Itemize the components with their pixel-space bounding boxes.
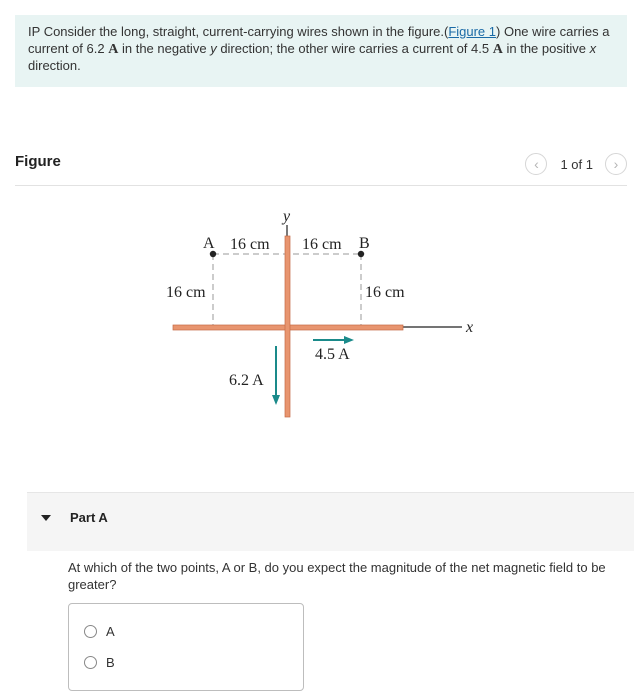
caret-down-icon[interactable]	[41, 515, 51, 521]
problem-text-3: in the negative	[121, 40, 207, 56]
figure-pager	[525, 153, 627, 175]
problem-prefix: IP	[28, 24, 41, 39]
vertical-wire	[285, 236, 290, 417]
problem-text-2: ) One wire carries a current of 6.2	[28, 24, 610, 56]
problem-statement	[15, 15, 627, 87]
option-b[interactable]	[84, 655, 115, 670]
option-a-label: A	[106, 624, 115, 639]
problem-text-1: Consider the long, straight, current-carrying wires shown in the figure.(	[43, 24, 449, 39]
arrowhead-vertical	[272, 395, 280, 405]
axis-y-label: y	[283, 208, 291, 225]
dist-right: 16 cm	[365, 284, 405, 301]
axis-x-label: x	[466, 319, 474, 336]
axis-y-ref: y	[210, 40, 217, 56]
figure-title: Figure	[15, 153, 61, 170]
arrowhead-horizontal	[344, 336, 354, 344]
point-b-label: B	[359, 235, 370, 252]
unit-a1: A	[108, 41, 119, 57]
radio-a[interactable]	[84, 625, 97, 638]
chevron-left-icon[interactable]: ‹	[525, 153, 547, 175]
current-vertical-label: 6.2 A	[229, 372, 264, 389]
axis-x-ref: x	[589, 40, 597, 56]
problem-text-6: direction.	[28, 58, 81, 73]
figure-link[interactable]: Figure 1	[448, 24, 497, 39]
current-horizontal-label: 4.5 A	[315, 346, 350, 363]
part-a-label: Part A	[70, 510, 108, 525]
option-a[interactable]	[84, 624, 115, 639]
radio-b[interactable]	[84, 656, 97, 669]
dist-top-right: 16 cm	[302, 236, 342, 253]
dist-left: 16 cm	[166, 284, 206, 301]
problem-text-4: direction; the other wire carries a current of 4.5	[220, 40, 490, 56]
question-text: At which of the two points, A or B, do you expect the magnitude of the net magnetic field to be greater?	[68, 560, 606, 592]
option-b-label: B	[106, 655, 115, 670]
dist-top-left: 16 cm	[230, 236, 270, 253]
problem-text-5: in the positive	[506, 40, 586, 56]
wire-diagram	[0, 195, 634, 435]
point-a-label: A	[203, 235, 215, 252]
figure-header	[15, 150, 627, 186]
unit-a2: A	[492, 41, 503, 57]
answer-choices	[68, 603, 304, 691]
chevron-right-icon[interactable]: ›	[605, 153, 627, 175]
part-a-header[interactable]	[27, 492, 634, 551]
figure-counter: 1 of 1	[560, 156, 593, 172]
